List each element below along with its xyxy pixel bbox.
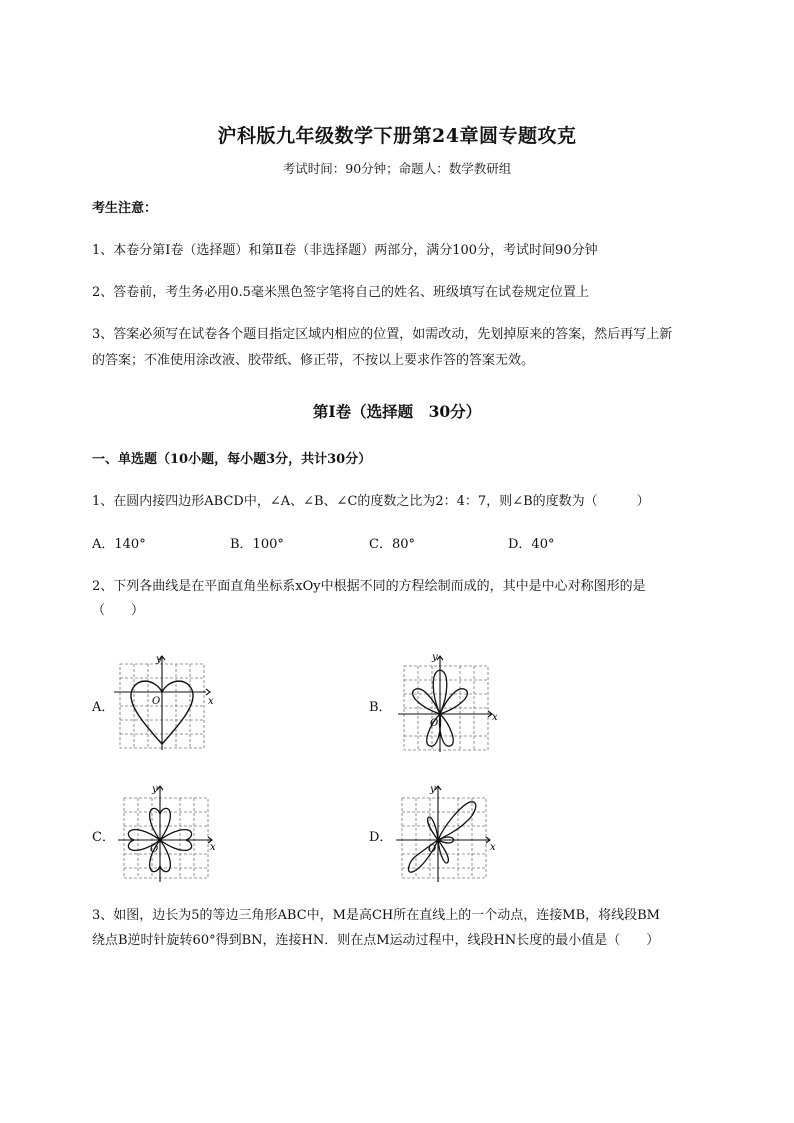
- graph-c-x-label: x: [210, 842, 216, 853]
- notice-item-1: 1、本卷分第I卷（选择题）和第Ⅱ卷（非选择题）两部分，满分100分，考试时间90分钟: [92, 243, 598, 258]
- graph-a-heart: [112, 652, 216, 752]
- notice-item-3: 3、答案必须写在试卷各个题目指定区域内相应的位置，如需改动，先划掉原来的答案，然后再写上新: [92, 327, 673, 342]
- graph-c-origin-label: O: [150, 844, 159, 855]
- page-title: 沪科版九年级数学下册第24章圆专题攻克: [217, 125, 577, 147]
- q2-option-b-label[interactable]: B．: [369, 700, 392, 715]
- graph-a-y-label: y: [156, 654, 162, 665]
- q2-option-a-label[interactable]: A．: [92, 700, 115, 715]
- question-2-paren: （ ）: [92, 603, 145, 618]
- q2-option-c-label[interactable]: C．: [92, 830, 115, 845]
- graph-b-origin-label: O: [430, 718, 439, 729]
- part-heading: 一、单选题（10小题，每小题3分，共计30分）: [92, 452, 372, 467]
- graph-c-four-leaf: [116, 782, 220, 882]
- notice-item-2: 2、答卷前，考生务必用0.5毫米黑色签字笔将自己的姓名、班级填写在试卷规定位置上: [92, 285, 589, 300]
- graph-a-x-label: x: [208, 696, 214, 707]
- question-3-line-2: 绕点B逆时针旋转60°得到BN，连接HN．则在点M运动过程中，线段HN长度的最小值是（ ）: [92, 933, 660, 948]
- q2-option-d-label[interactable]: D．: [369, 830, 393, 845]
- graph-d-diagonal-petals: [394, 782, 504, 882]
- graph-d-origin-label: O: [428, 844, 437, 855]
- graph-b-x-label: x: [492, 712, 498, 723]
- graph-a-origin-label: O: [152, 696, 161, 707]
- graph-b-y-label: y: [432, 652, 438, 663]
- q1-option-a[interactable]: A．140°: [92, 537, 146, 552]
- graph-d-y-label: y: [430, 784, 436, 795]
- q1-option-c[interactable]: C．80°: [369, 537, 415, 552]
- graph-b-flower: [394, 652, 504, 752]
- graph-c-y-label: y: [152, 784, 158, 795]
- exam-info: 考试时间：90分钟；命题人：数学教研组: [282, 161, 512, 176]
- question-2-stem: 2、下列各曲线是在平面直角坐标系xOy中根据不同的方程绘制而成的，其中是中心对称图形的是: [92, 579, 646, 594]
- question-1-stem: 1、在圆内接四边形ABCD中，∠A、∠B、∠C的度数之比为2：4：7，则∠B的度数为（ ）: [92, 494, 650, 509]
- section-title: 第I卷（选择题 30分）: [312, 402, 482, 421]
- question-3-line-1: 3、如图，边长为5的等边三角形ABC中，M是高CH所在直线上的一个动点，连接MB，将线段BM: [92, 908, 660, 923]
- q1-option-d[interactable]: D．40°: [508, 537, 555, 552]
- q1-option-b[interactable]: B．100°: [230, 537, 284, 552]
- graph-d-x-label: x: [490, 842, 496, 853]
- notice-item-3-cont: 的答案；不准使用涂改液、胶带纸、修正带，不按以上要求作答的答案无效。: [92, 353, 535, 368]
- notice-heading: 考生注意：: [92, 201, 158, 216]
